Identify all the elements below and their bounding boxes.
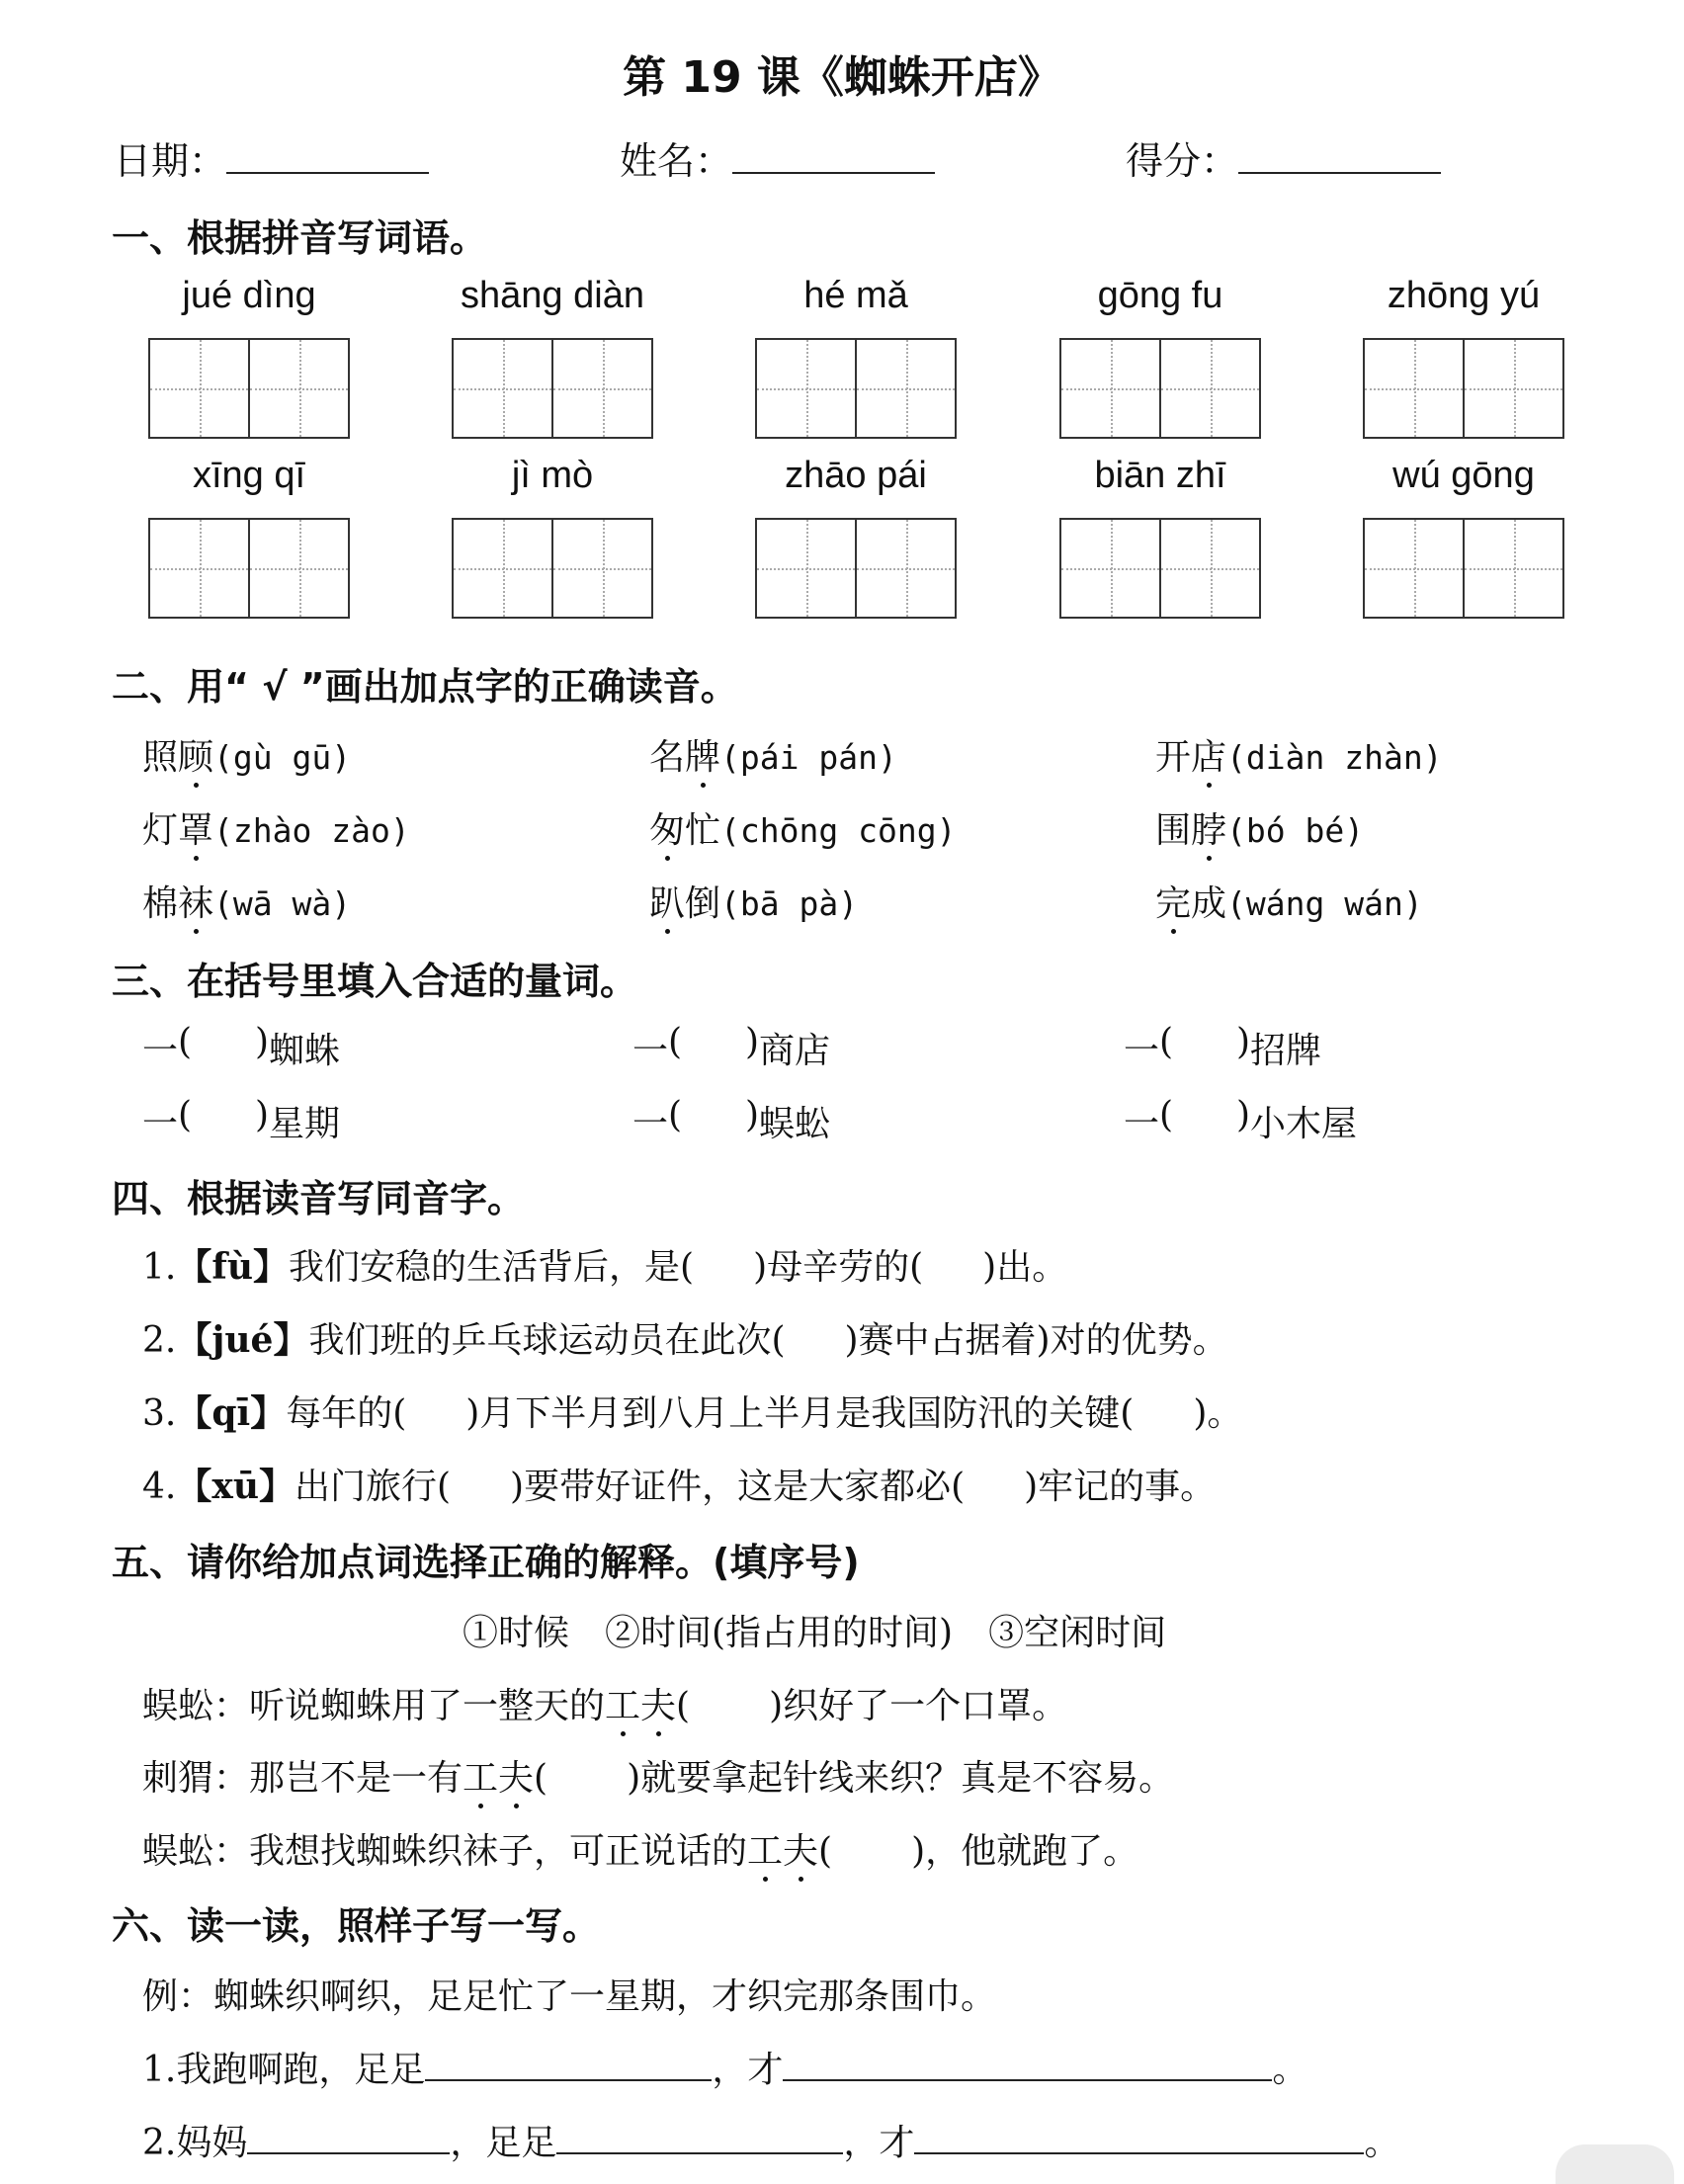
score-field[interactable] [1126, 130, 1441, 185]
pinyin-prompt: wú gōng [1392, 455, 1535, 496]
writing-cell[interactable] [1159, 340, 1259, 437]
noun: 招牌 [1250, 1031, 1322, 1071]
item2-blank-2[interactable] [556, 2119, 843, 2154]
dialogue-suffix: )就要拿起针线来织？真是不容易。 [627, 1758, 1175, 1799]
dotted-char: 袜 [178, 876, 213, 926]
word-suffix: 忙 [685, 810, 721, 851]
paren-close: ) [744, 1095, 760, 1135]
measure-word-item [142, 1095, 340, 1146]
writing-cell[interactable] [757, 340, 855, 437]
paren-close: ) [254, 1022, 270, 1062]
writing-cell[interactable] [551, 520, 651, 617]
pinyin-options[interactable]: (zhào zào) [213, 811, 410, 850]
writing-cell[interactable] [1463, 520, 1562, 617]
section4-heading: 四、根据读音写同音字。 [112, 1177, 526, 1220]
section6-item-2 [142, 2115, 1399, 2165]
section5-heading: 五、请你给加点词选择正确的解释。(填序号) [112, 1541, 860, 1584]
pinyin-prompt: hé mǎ [803, 275, 908, 316]
sentence-part: 我们安稳的生活背后，是( [289, 1247, 695, 1288]
item2-blank-1[interactable] [247, 2119, 450, 2154]
pinyin-options[interactable]: (wā wà) [213, 884, 352, 923]
homophone-item [142, 1386, 1242, 1436]
item2-part-d: 。 [1364, 2123, 1400, 2163]
dialogue-item [142, 1678, 1067, 1728]
dotted-char: 店 [1191, 729, 1226, 780]
sentence-part: )赛中占据着)对的优势。 [844, 1320, 1228, 1361]
date-label: 日期： [114, 139, 227, 183]
reading-item [142, 729, 351, 780]
writing-box[interactable] [148, 338, 350, 439]
writing-cell[interactable] [454, 340, 551, 437]
sentence-part: )出。 [982, 1247, 1068, 1288]
answer-blank[interactable] [1159, 1022, 1250, 1062]
dotted-char: 完 [1155, 876, 1191, 926]
pinyin-tag: 【jué】 [176, 1319, 309, 1361]
reading-item [649, 876, 858, 926]
paren-close: ) [1235, 1095, 1251, 1135]
reading-item [1155, 729, 1443, 780]
dotted-char: 夫 [640, 1678, 676, 1728]
word-prefix: 照 [142, 737, 179, 778]
page-title: 第 19 课《蜘蛛开店》 [623, 52, 1061, 103]
writing-cell[interactable] [1463, 340, 1562, 437]
writing-cell[interactable] [150, 520, 248, 617]
item2-part-b: ，足足 [450, 2123, 557, 2163]
homophone-item [142, 1239, 1067, 1290]
dotted-word [747, 1831, 818, 1872]
pinyin-prompt: xīng qī [192, 455, 306, 496]
item-number: 3. [142, 1393, 177, 1434]
pinyin-prompt: shāng diàn [461, 275, 644, 316]
dialogue-prefix: 蜈蚣：听说蜘蛛用了一整天的 [142, 1686, 606, 1726]
answer-blank[interactable] [668, 1095, 759, 1135]
paren-open: ( [668, 1095, 683, 1135]
writing-cell[interactable] [1061, 340, 1159, 437]
dialogue-item [142, 1823, 1138, 1874]
item2-part-c: ，才 [843, 2123, 915, 2163]
homophone-item [142, 1459, 1216, 1509]
noun: 小木屋 [1250, 1104, 1358, 1144]
section2-heading: 二、用“ √ ”画出加点字的正确读音。 [112, 665, 738, 709]
prefix-one: 一 [632, 1104, 669, 1144]
pinyin-tag: 【qī】 [176, 1392, 287, 1434]
word-prefix: 名 [649, 737, 686, 778]
dialogue-item [142, 1750, 1174, 1801]
paren-open: ( [1159, 1022, 1174, 1062]
paren-open: ( [178, 1095, 193, 1135]
section1-heading: 一、根据拼音写词语。 [112, 216, 488, 260]
sentence-part: 每年的( [286, 1393, 407, 1434]
dotted-char: 工 [747, 1823, 783, 1874]
dotted-char: 顾 [178, 729, 213, 780]
prefix-one: 一 [1124, 1104, 1160, 1144]
dialogue-prefix: 蜈蚣：我想找蜘蛛织袜子，可正说话的 [142, 1831, 748, 1872]
paren-open: ( [676, 1686, 691, 1726]
sentence-part: 出门旅行( [295, 1467, 452, 1507]
pinyin-options[interactable]: (wáng wán) [1226, 884, 1423, 923]
writing-box[interactable] [452, 338, 653, 439]
section3-heading: 三、在括号里填入合适的量词。 [112, 960, 638, 1003]
prefix-one: 一 [142, 1031, 179, 1071]
section6-item-1 [142, 2042, 1307, 2092]
homophone-item [142, 1312, 1228, 1363]
dialogue-suffix: )，他就跑了。 [911, 1831, 1139, 1872]
writing-cell[interactable] [1061, 520, 1159, 617]
pinyin-prompt: gōng fu [1097, 275, 1223, 316]
score-label: 得分： [1126, 139, 1239, 183]
section5-options: ①时候 ②时间(指占用的时间) ③空闲时间 [463, 1613, 1167, 1653]
date-field[interactable] [114, 130, 429, 185]
measure-word-item [1124, 1022, 1321, 1073]
sentence-part: )要带好证件，这是大家都必( [510, 1467, 966, 1507]
name-label: 姓名： [620, 139, 733, 183]
noun: 星期 [269, 1104, 341, 1144]
paren-open: ( [818, 1831, 833, 1872]
paren-close: ) [254, 1095, 270, 1135]
answer-blank[interactable] [1159, 1095, 1250, 1135]
answer-blank[interactable] [178, 1022, 269, 1062]
item1-part-a: 1.我跑啊跑，足足 [142, 2050, 426, 2090]
writing-cell[interactable] [855, 340, 955, 437]
noun: 蜈蚣 [759, 1104, 831, 1144]
answer-blank[interactable] [178, 1095, 269, 1135]
paren-open: ( [534, 1758, 548, 1799]
writing-cell[interactable] [757, 520, 855, 617]
reading-item [142, 876, 351, 926]
pinyin-tag: 【fù】 [176, 1246, 290, 1288]
word-prefix: 开 [1155, 737, 1192, 778]
sentence-part: )。 [1193, 1393, 1243, 1434]
pinyin-prompt: zhāo pái [785, 455, 927, 496]
item2-blank-3[interactable] [914, 2119, 1364, 2154]
reading-item [142, 802, 410, 853]
pinyin-options[interactable]: (bā pà) [720, 884, 859, 923]
measure-word-item [1124, 1095, 1357, 1146]
dotted-char: 夫 [498, 1750, 534, 1801]
paren-open: ( [668, 1022, 683, 1062]
writing-cell[interactable] [248, 520, 348, 617]
writing-box[interactable] [1059, 338, 1261, 439]
dotted-char: 工 [463, 1750, 498, 1801]
prefix-one: 一 [1124, 1031, 1160, 1071]
score-blank[interactable] [1238, 142, 1441, 174]
paren-close: ) [744, 1022, 760, 1062]
word-suffix: 成 [1191, 883, 1227, 924]
pinyin-options[interactable]: (bó bé) [1226, 811, 1365, 850]
writing-cell[interactable] [150, 340, 248, 437]
measure-word-item [632, 1095, 830, 1146]
writing-box[interactable] [755, 518, 957, 619]
measure-word-item [632, 1022, 830, 1073]
paren-close: ) [1235, 1022, 1251, 1062]
noun: 商店 [759, 1031, 831, 1071]
section6-example: 例：蜘蛛织啊织，足足忙了一星期，才织完那条围巾。 [142, 1976, 997, 2017]
prefix-one: 一 [632, 1031, 669, 1071]
answer-blank[interactable] [668, 1022, 759, 1062]
writing-box[interactable] [1363, 338, 1564, 439]
writing-box[interactable] [452, 518, 653, 619]
item1-part-c: 。 [1272, 2050, 1308, 2090]
measure-word-item [142, 1022, 340, 1073]
dotted-char: 罩 [178, 802, 213, 853]
pinyin-options[interactable]: (pái pán) [720, 738, 897, 777]
reading-item [649, 729, 897, 780]
pinyin-options[interactable]: (gù gū) [213, 738, 352, 777]
pinyin-prompt: jué dìng [182, 275, 316, 316]
dialogue-prefix: 刺猬：那岂不是一有 [142, 1758, 463, 1799]
dotted-char: 匆 [649, 802, 685, 853]
paren-open: ( [1159, 1095, 1174, 1135]
item1-blank-2[interactable] [783, 2046, 1272, 2081]
reading-item [649, 802, 956, 853]
item1-blank-1[interactable] [425, 2046, 712, 2081]
writing-box[interactable] [1363, 518, 1564, 619]
pinyin-prompt: zhōng yú [1387, 275, 1541, 316]
writing-box[interactable] [1059, 518, 1261, 619]
writing-cell[interactable] [1365, 340, 1463, 437]
pinyin-options[interactable]: (diàn zhàn) [1226, 738, 1443, 777]
item-number: 1. [142, 1247, 177, 1288]
sentence-part: )牢记的事。 [1024, 1467, 1217, 1507]
writing-box[interactable] [755, 338, 957, 439]
date-blank[interactable] [226, 142, 429, 174]
word-suffix: 倒 [685, 883, 721, 924]
word-prefix: 棉 [142, 883, 179, 924]
pinyin-tag: 【xū】 [176, 1466, 295, 1507]
dotted-word [605, 1686, 676, 1726]
sentence-part: )月下半月到八月上半月是我国防汛的关键( [465, 1393, 1135, 1434]
prefix-one: 一 [142, 1104, 179, 1144]
corner-decoration [1556, 2144, 1674, 2184]
writing-cell[interactable] [1159, 520, 1259, 617]
dotted-char: 夫 [783, 1823, 818, 1874]
pinyin-options[interactable]: (chōng cōng) [720, 811, 957, 850]
paren-open: ( [178, 1022, 193, 1062]
noun: 蜘蛛 [269, 1031, 341, 1071]
reading-item [1155, 876, 1423, 926]
pinyin-prompt: jì mò [511, 455, 594, 496]
writing-cell[interactable] [551, 340, 651, 437]
name-field[interactable] [620, 130, 935, 185]
dotted-char: 牌 [685, 729, 720, 780]
word-prefix: 灯 [142, 810, 179, 851]
writing-cell[interactable] [454, 520, 551, 617]
name-blank[interactable] [732, 142, 935, 174]
item2-part-a: 2.妈妈 [142, 2123, 248, 2163]
dotted-word [463, 1758, 534, 1799]
reading-item [1155, 802, 1364, 853]
section6-heading: 六、读一读，照样子写一写。 [112, 1904, 601, 1948]
dotted-char: 脖 [1191, 802, 1226, 853]
writing-box[interactable] [148, 518, 350, 619]
writing-cell[interactable] [855, 520, 955, 617]
writing-cell[interactable] [1365, 520, 1463, 617]
dotted-char: 趴 [649, 876, 685, 926]
sentence-part: 我们班的乒乓球运动员在此次( [308, 1320, 786, 1361]
word-prefix: 围 [1155, 810, 1192, 851]
pinyin-prompt: biān zhī [1094, 455, 1226, 496]
item-number: 4. [142, 1467, 177, 1507]
writing-cell[interactable] [248, 340, 348, 437]
item-number: 2. [142, 1320, 177, 1361]
sentence-part: )母辛劳的( [753, 1247, 924, 1288]
dialogue-suffix: )织好了一个口罩。 [769, 1686, 1068, 1726]
item1-part-b: ，才 [712, 2050, 784, 2090]
dotted-char: 工 [605, 1678, 640, 1728]
